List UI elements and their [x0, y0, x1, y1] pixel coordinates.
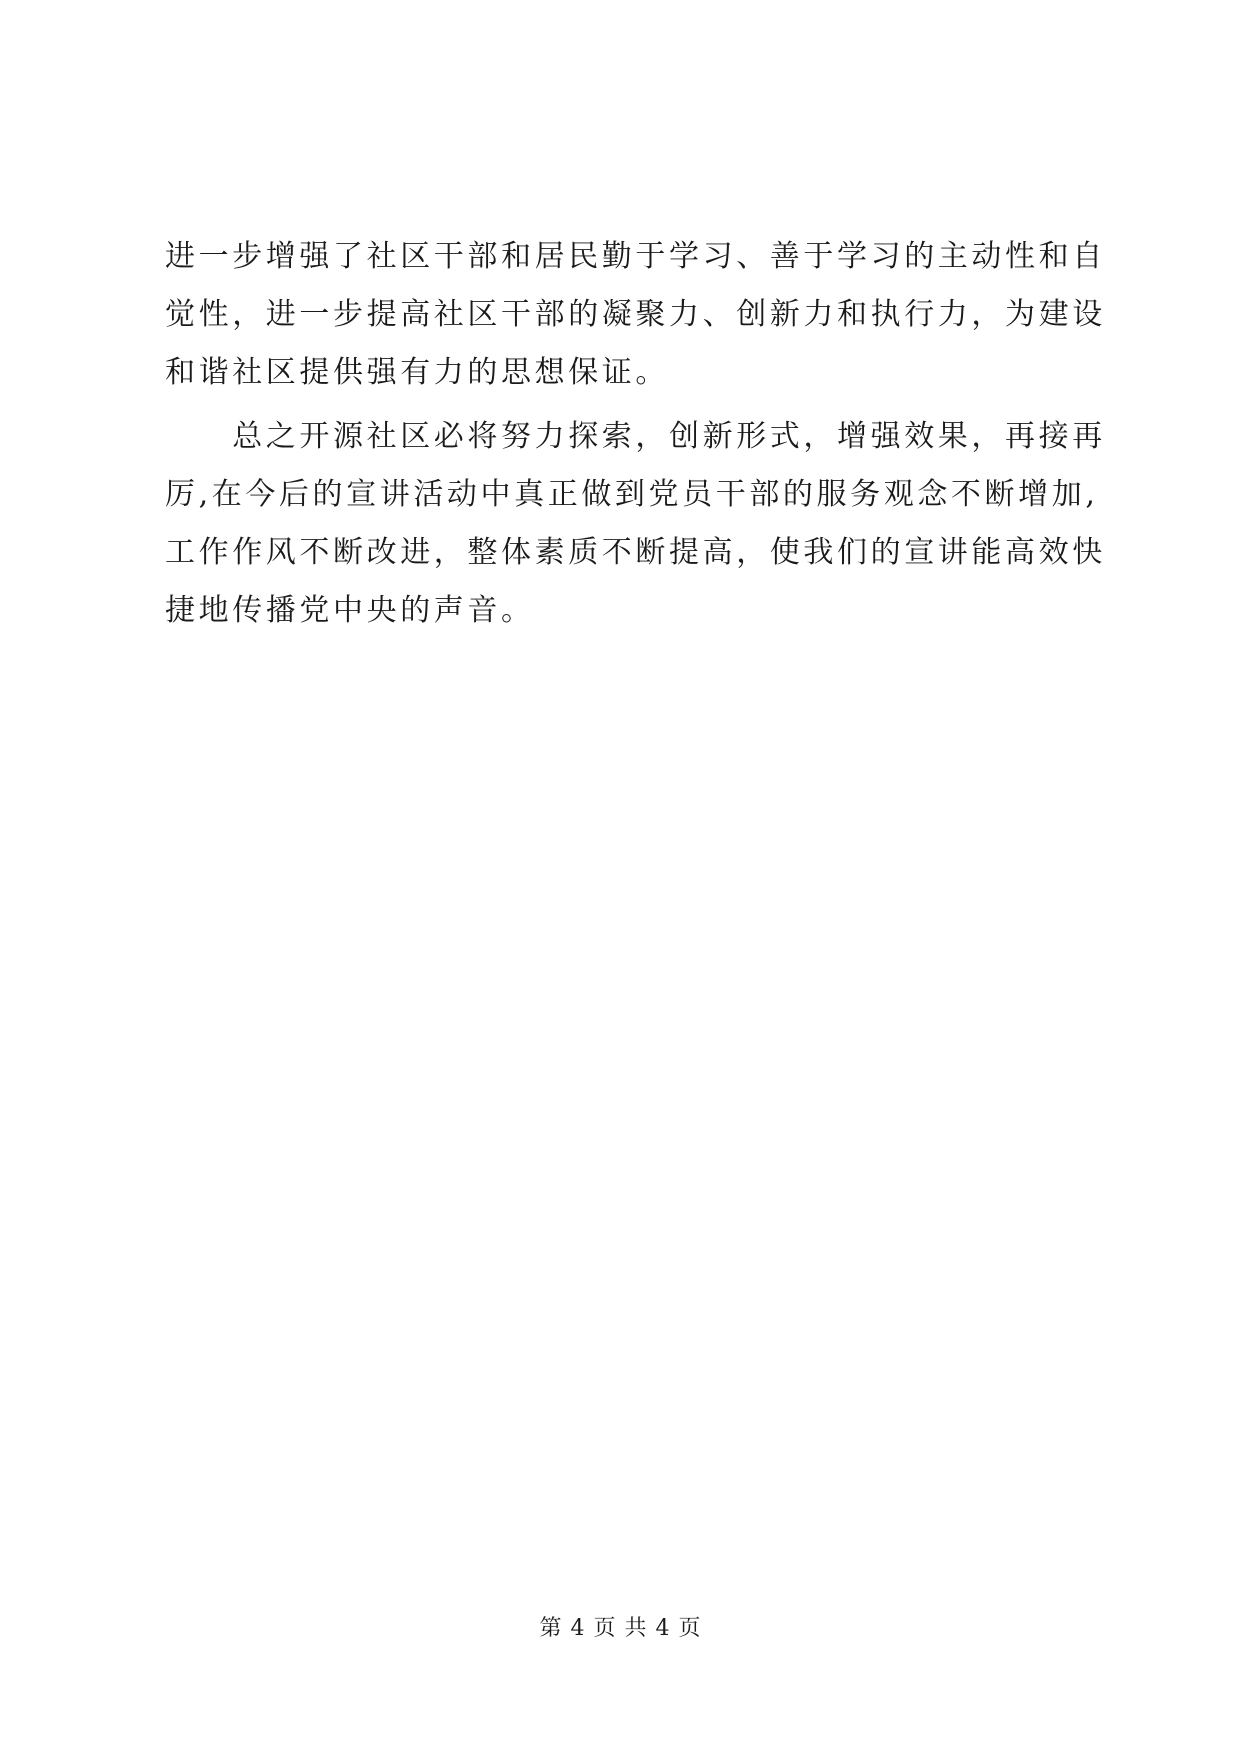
paragraph-line: 工作作风不断改进，整体素质不断提高，使我们的宣讲能高效快 [165, 535, 1106, 570]
paragraph-2 [165, 408, 1106, 640]
paragraph-line: 和谐社区提供强有力的思想保证。 [165, 355, 669, 390]
body-text [165, 228, 1106, 640]
paragraph-line: 捷地传播党中央的声音。 [165, 593, 535, 628]
paragraph-1 [165, 228, 1106, 402]
paragraph-line: 进一步增强了社区干部和居民勤于学习、善于学习的主动性和自 [165, 239, 1106, 274]
paragraph-line: 觉性，进一步提高社区干部的凝聚力、创新力和执行力，为建设 [165, 297, 1106, 332]
paragraph-line: 总之开源社区必将努力探索，创新形式，增强效果，再接再 [165, 419, 1106, 454]
page-number-footer: 第 4 页 共 4 页 [539, 1616, 702, 1641]
paragraph-line: 厉,在今后的宣讲活动中真正做到党员干部的服务观念不断增加, [165, 477, 1099, 512]
